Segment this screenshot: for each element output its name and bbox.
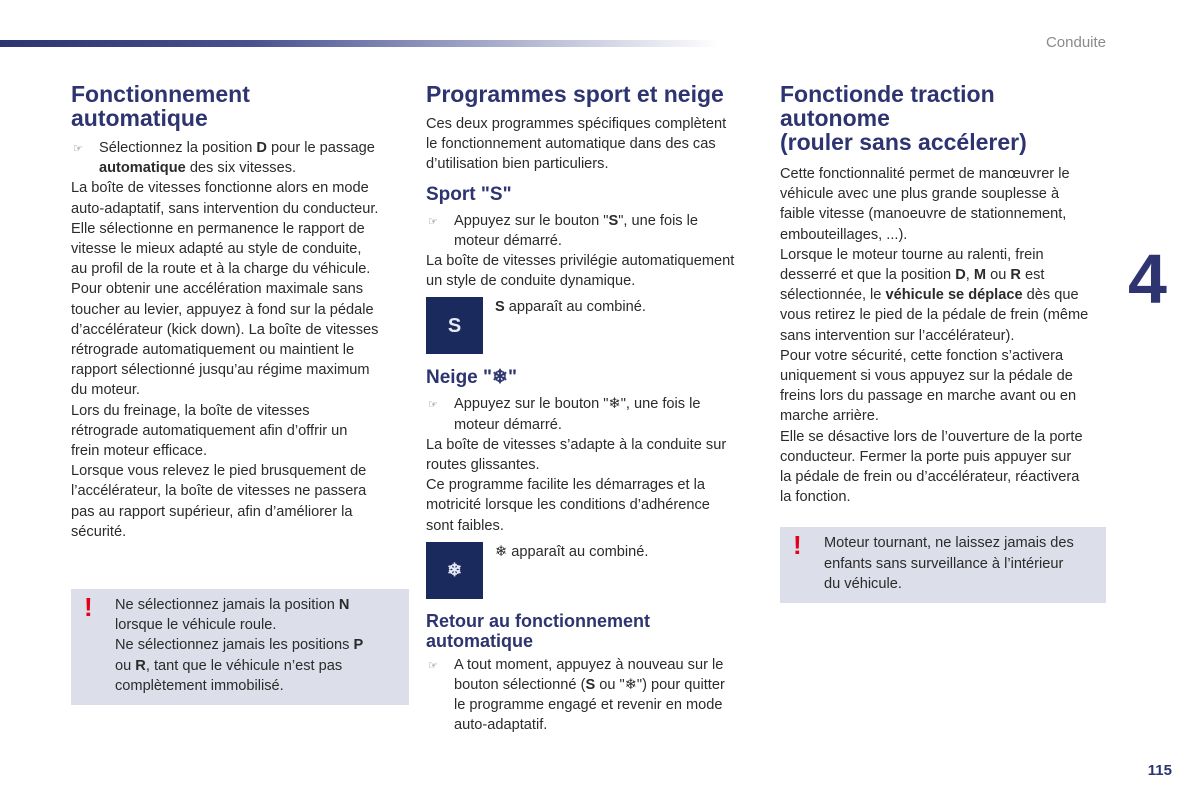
- text-line: sécurité.: [71, 523, 127, 540]
- text-line: Lorsque vous relevez le pied brusquement de: [71, 463, 367, 480]
- pointing-hand-icon: ☞: [428, 399, 438, 412]
- text: lorsque le véhicule roule.: [115, 617, 277, 634]
- text: ", une fois le: [618, 212, 699, 229]
- text-line: Lorsque le moteur tourne au ralenti, frein: [780, 246, 1044, 263]
- body-text: [426, 251, 754, 291]
- text-line: le fonctionnement automatique dans des cas: [426, 136, 716, 153]
- text-line: uniquement si vous appuyez sur la pédale de: [780, 368, 1073, 385]
- body-text: [71, 178, 399, 542]
- text-line: vitesse le mieux adapté au style de conduite,: [71, 241, 362, 258]
- body-text: [426, 435, 754, 536]
- position-m: M: [973, 267, 987, 284]
- position-r: R: [135, 657, 146, 674]
- heading-line: Fonctionnement: [71, 81, 250, 107]
- position-d: D: [955, 267, 966, 284]
- text-line: au profil de la route et à la charge du véhicule.: [71, 261, 371, 278]
- text: le programme engagé et revenir en mode: [454, 697, 723, 714]
- text-line: enfants sans surveillance à l’intérieur: [824, 555, 1064, 572]
- heading-traction: [780, 82, 1108, 154]
- page-number: 115: [1147, 762, 1172, 779]
- text-line: sans intervention sur l’accélérateur).: [780, 327, 1015, 344]
- text: est: [1020, 267, 1045, 284]
- text-line: d’accélérateur (kick down). La boîte de vitesses: [71, 321, 379, 338]
- text: pour le passage: [266, 140, 375, 156]
- text: A tout moment, appuyez à nouveau sur le: [454, 656, 724, 673]
- text-line: auto-adaptatif, sans intervention du conducteur.: [71, 200, 379, 217]
- text: Ne sélectionnez jamais les positions: [115, 637, 354, 654]
- text-line: Pour obtenir une accélération maximale sans: [71, 281, 364, 298]
- text: desserré et que la position: [780, 267, 956, 284]
- position-d: D: [256, 140, 267, 156]
- text-line: un style de conduite dynamique.: [426, 273, 636, 290]
- text-line: Moteur tournant, ne laissez jamais des: [824, 535, 1074, 552]
- intro-text: [426, 114, 754, 175]
- indicator-caption: [495, 297, 646, 317]
- position-r: R: [1010, 267, 1021, 284]
- text: ,: [965, 267, 974, 284]
- snowflake-indicator-icon: [426, 542, 483, 599]
- text-line: faible vitesse (manoeuvre de stationnement,: [780, 206, 1067, 223]
- text-line: La boîte de vitesses fonctionne alors en mode: [71, 180, 369, 197]
- text: apparaît au combiné.: [504, 299, 646, 316]
- text-line: du véhicule.: [824, 575, 902, 592]
- section-label: Conduite: [1045, 34, 1106, 51]
- pointing-hand-icon: ☞: [428, 659, 438, 672]
- header-gradient-bar: [0, 40, 720, 47]
- warning-box-gear: [71, 589, 409, 705]
- text-line: [780, 265, 1108, 285]
- text-line: d’utilisation bien particuliers.: [426, 156, 609, 173]
- body-text: [780, 164, 1108, 507]
- text-line: routes glissantes.: [426, 457, 540, 474]
- heading-line: (rouler sans accélerer): [780, 129, 1027, 155]
- heading-sport: Sport "S": [426, 183, 512, 205]
- text-line: [780, 285, 1108, 305]
- indicator-caption: ❄ apparaît au combiné.: [495, 543, 649, 560]
- pointing-hand-icon: ☞: [73, 143, 83, 155]
- text: dès que: [1022, 287, 1079, 304]
- text-line: rétrograde automatiquement ou maintient le: [71, 342, 355, 359]
- text-line: La boîte de vitesses privilégie automatiquement: [426, 253, 735, 270]
- text: Appuyez sur le bouton ": [454, 212, 609, 229]
- indicator-symbol: ❄: [446, 560, 463, 581]
- text-line: Pour votre sécurité, cette fonction s’activera: [780, 347, 1064, 364]
- heading-return-auto: [426, 611, 754, 651]
- heading-line: Retour au fonctionnement: [426, 610, 650, 631]
- text-line: l’accélérateur, la boîte de vitesses ne passera: [71, 483, 367, 500]
- text-line: Lors du freinage, la boîte de vitesses: [71, 402, 310, 419]
- instruction-bullet: [426, 211, 754, 251]
- text: auto-adaptatif.: [454, 717, 548, 734]
- bold-text: S: [608, 212, 619, 229]
- text-line: vous retirez le pied de la pédale de frein (même: [780, 307, 1089, 324]
- text: ou: [986, 267, 1011, 284]
- text-line: la pédale de frein ou d’accélérateur, réactivera: [780, 469, 1080, 486]
- text-line: Elle se désactive lors de l’ouverture de la porte: [780, 428, 1083, 445]
- heading-line: Fonctionde traction: [780, 81, 995, 107]
- heading-line: automatique: [71, 105, 208, 131]
- warning-box-children: [780, 527, 1106, 603]
- indicator-letter: S: [447, 314, 462, 337]
- warning-icon: !: [84, 592, 93, 623]
- snow-indicator-row: [426, 542, 754, 599]
- text: Ne sélectionnez jamais la position: [115, 597, 339, 614]
- text-line: embouteillages, ...).: [780, 226, 908, 243]
- instruction-bullet: [426, 394, 754, 434]
- column-autonomous-traction: [780, 82, 1108, 603]
- position-p: P: [353, 637, 364, 654]
- text-line: La boîte de vitesses s’adapte à la conduite sur: [426, 436, 727, 453]
- chapter-number: 4: [1128, 240, 1167, 318]
- heading-automatic-mode: [71, 82, 399, 130]
- bold-text: véhicule se déplace: [885, 287, 1023, 304]
- column-automatic-mode: [71, 82, 399, 705]
- text: sélectionnée, le: [780, 287, 886, 304]
- text-line: Elle sélectionne en permanence le rapport de: [71, 220, 365, 237]
- text: complètement immobilisé.: [115, 677, 284, 694]
- warning-icon: !: [793, 530, 802, 561]
- text-line: rétrograde automatiquement afin d’offrir un: [71, 422, 348, 439]
- text-line: Cette fonctionnalité permet de manœuvrer le: [780, 166, 1070, 182]
- instruction-bullet: [426, 655, 754, 736]
- text: moteur démarré.: [454, 232, 562, 249]
- pointing-hand-icon: ☞: [428, 215, 438, 228]
- bold-text: S: [495, 299, 505, 316]
- bold-text: automatique: [99, 160, 186, 177]
- heading-programs: Programmes sport et neige: [426, 81, 724, 107]
- text-line: véhicule avec une plus grande souplesse à: [780, 186, 1060, 203]
- text-line: conducteur. Fermer la porte puis appuyer sur: [780, 448, 1072, 465]
- text: ou: [115, 657, 136, 674]
- text: moteur démarré.: [454, 416, 562, 433]
- text: Sélectionnez la position: [99, 140, 257, 156]
- text-line: freins lors du passage en marche avant ou en: [780, 388, 1077, 405]
- text: Appuyez sur le bouton "❄", une fois le: [454, 396, 701, 413]
- position-n: N: [338, 597, 350, 614]
- text-line: motricité lorsque les conditions d’adhérence: [426, 497, 710, 514]
- text-line: frein moteur efficace.: [71, 443, 208, 460]
- text-line: marche arrière.: [780, 408, 879, 425]
- text-line: rapport sélectionné jusqu’au régime maximum: [71, 362, 370, 379]
- bold-text: S: [585, 677, 596, 694]
- sport-mode-indicator-icon: [426, 297, 483, 354]
- text-line: Ce programme facilite les démarrages et la: [426, 477, 706, 494]
- text-line: du moteur.: [71, 382, 140, 399]
- text-line: Ces deux programmes spécifiques complètent: [426, 116, 727, 132]
- text: ou "❄") pour quitter: [595, 677, 725, 694]
- heading-snow: Neige "❄": [426, 367, 517, 389]
- heading-line: automatique: [426, 630, 534, 651]
- text: des six vitesses.: [185, 160, 297, 177]
- heading-line: autonome: [780, 105, 890, 131]
- text-line: pas au rapport supérieur, afin d’améliorer la: [71, 503, 353, 520]
- text: bouton sélectionné (: [454, 677, 586, 694]
- instruction-bullet: [71, 138, 399, 178]
- column-sport-snow: [426, 82, 754, 736]
- text-line: toucher au levier, appuyez à fond sur la pédale: [71, 301, 374, 318]
- text-line: sont faibles.: [426, 517, 504, 534]
- text-line: la fonction.: [780, 489, 851, 506]
- text: , tant que le véhicule n’est pas: [145, 657, 343, 674]
- sport-indicator-row: [426, 297, 754, 354]
